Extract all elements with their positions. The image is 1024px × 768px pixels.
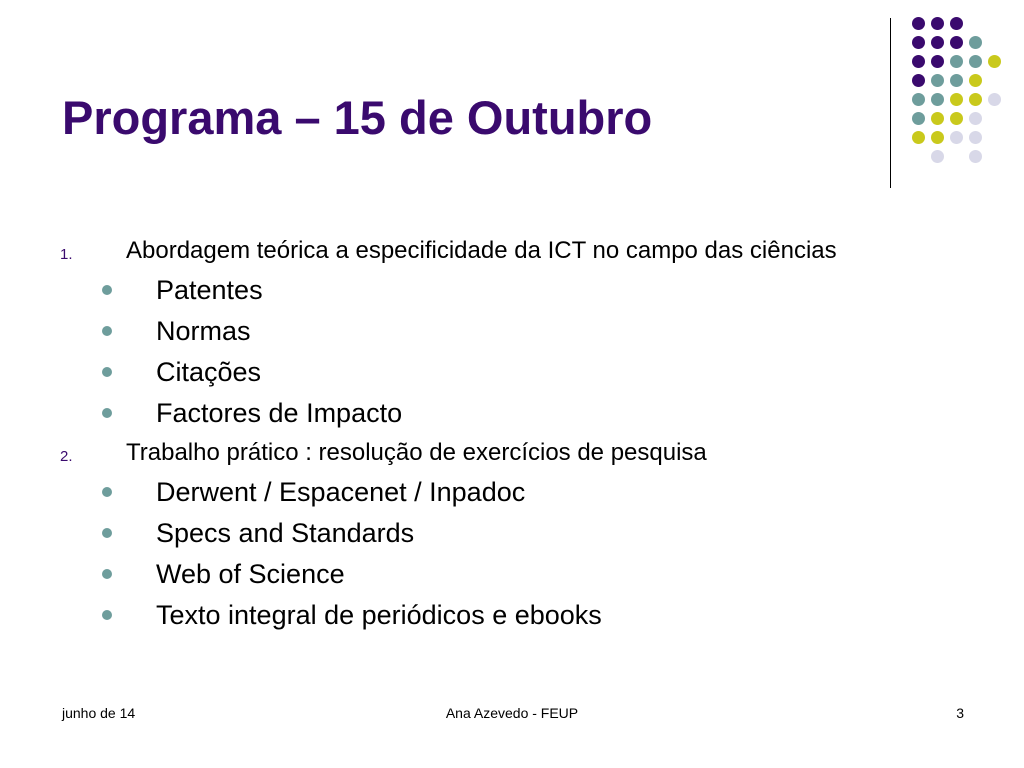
decorative-dot (950, 17, 963, 30)
decorative-divider (890, 18, 891, 188)
bullet-item (60, 352, 940, 393)
bullet-text: Specs and Standards (156, 518, 415, 548)
decorative-dot (912, 55, 925, 68)
decorative-dot (950, 74, 963, 87)
decorative-dot (950, 36, 963, 49)
bullet-item (60, 311, 940, 352)
decorative-dot (912, 112, 925, 125)
item-text: Trabalho prático : resolução de exercícios de pesquisa (126, 439, 707, 466)
decorative-dot (931, 74, 944, 87)
decorative-dot (912, 74, 925, 87)
decorative-dot (931, 150, 944, 163)
decorative-dot (931, 17, 944, 30)
bullet-dot-icon (102, 285, 112, 295)
decorative-dot (969, 93, 982, 106)
decorative-dot (950, 112, 963, 125)
item-number: 1. (60, 246, 73, 263)
item-text: Abordagem teórica a especificidade da ICT no campo das ciências (126, 237, 837, 264)
bullet-item (60, 595, 940, 636)
decorative-dot (931, 93, 944, 106)
bullet-item (60, 393, 940, 434)
decorative-dot (950, 131, 963, 144)
numbered-item-2 (60, 438, 940, 468)
decorative-dot-grid (0, 0, 1024, 200)
bullet-item (60, 270, 940, 311)
decorative-dot (969, 74, 982, 87)
bullet-text: Citações (156, 357, 262, 387)
bullet-text: Factores de Impacto (156, 398, 403, 428)
bullet-dot-icon (102, 569, 112, 579)
bullet-dot-icon (102, 367, 112, 377)
bullet-dot-icon (102, 326, 112, 336)
numbered-item-1 (60, 236, 940, 266)
footer-date: junho de 14 (62, 705, 136, 721)
bullet-dot-icon (102, 408, 112, 418)
bullet-text: Patentes (156, 275, 263, 305)
bullet-item (60, 513, 940, 554)
bullet-text: Normas (156, 316, 251, 346)
bullet-dot-icon (102, 610, 112, 620)
decorative-dot (931, 36, 944, 49)
decorative-dot (912, 131, 925, 144)
decorative-dot (988, 55, 1001, 68)
decorative-dot (931, 112, 944, 125)
decorative-dot (969, 112, 982, 125)
item-number: 2. (60, 448, 73, 465)
bullet-text: Derwent / Espacenet / Inpadoc (156, 477, 526, 507)
decorative-dot (969, 55, 982, 68)
decorative-dot (912, 93, 925, 106)
footer-page-number: 3 (956, 705, 964, 721)
decorative-dot (988, 93, 1001, 106)
bullet-dot-icon (102, 528, 112, 538)
bullet-text: Texto integral de periódicos e ebooks (156, 600, 602, 630)
slide-title: Programa – 15 de Outubro (62, 91, 653, 144)
decorative-dot (969, 131, 982, 144)
decorative-dot (931, 131, 944, 144)
bullet-dot-icon (102, 487, 112, 497)
slide-content (60, 236, 940, 636)
footer-author: Ana Azevedo - FEUP (445, 705, 579, 721)
decorative-dot (969, 150, 982, 163)
bullet-item (60, 554, 940, 595)
decorative-dot (931, 55, 944, 68)
decorative-dot (950, 93, 963, 106)
bullet-text: Web of Science (156, 559, 345, 589)
decorative-dot (950, 55, 963, 68)
decorative-dot (912, 36, 925, 49)
decorative-dot (969, 36, 982, 49)
decorative-dot (912, 17, 925, 30)
bullet-item (60, 472, 940, 513)
